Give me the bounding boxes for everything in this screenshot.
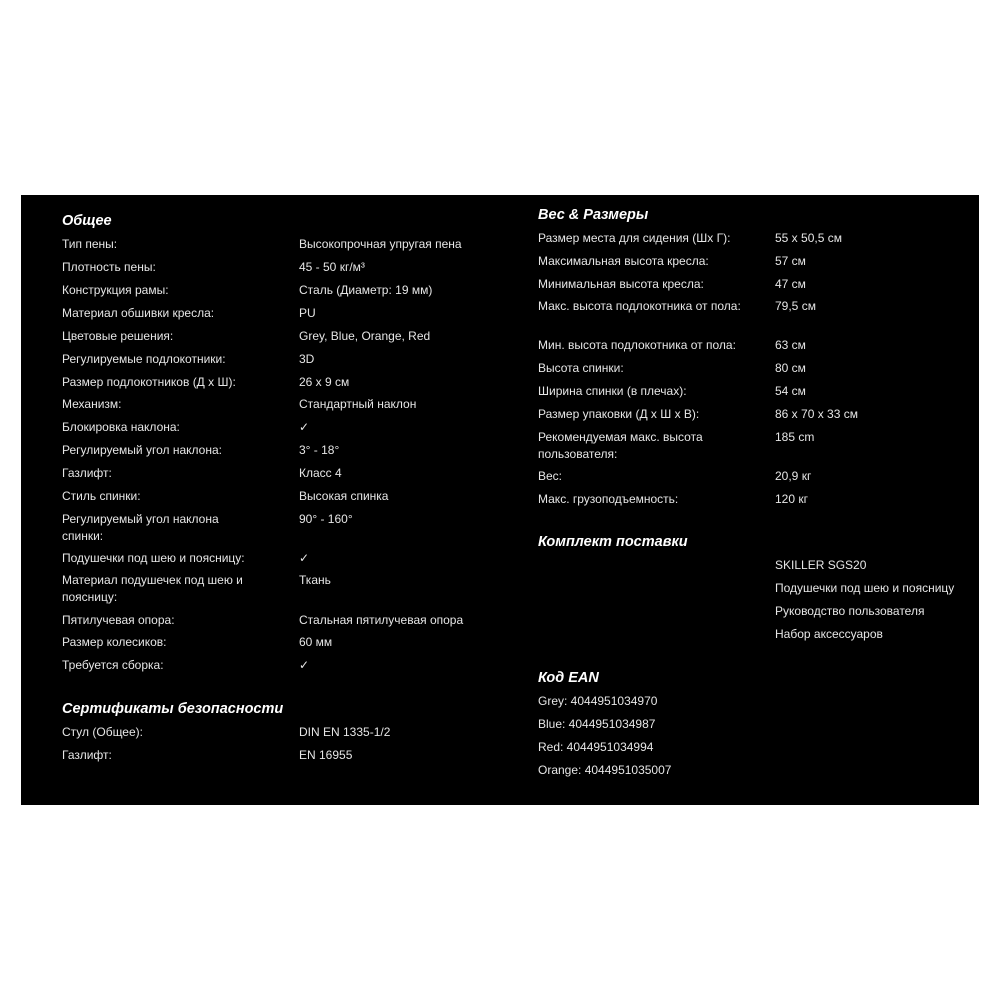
check-mark: ✓ — [299, 658, 310, 672]
spec-label: Размер места для сидения (Шx Г): — [538, 231, 731, 245]
spec-value: 63 см — [775, 338, 806, 352]
spec-label: Рекомендуемая макс. высота пользователя: — [538, 430, 703, 461]
spec-label: Регулируемый угол наклона спинки: — [62, 512, 219, 543]
spec-panel — [21, 195, 979, 805]
package-item: Набор аксессуаров — [775, 627, 883, 641]
spec-value: 26 x 9 см — [299, 375, 350, 389]
spec-label: Размер подлокотников (Д x Ш): — [62, 375, 236, 389]
spec-value: 90° - 160° — [299, 512, 353, 526]
spec-label: Стул (Общее): — [62, 725, 143, 739]
package-item: Руководство пользователя — [775, 604, 925, 618]
spec-label: Конструкция рамы: — [62, 283, 169, 297]
spec-label: Макс. высота подлокотника от пола: — [538, 299, 741, 313]
spec-label: Мин. высота подлокотника от пола: — [538, 338, 736, 352]
spec-label: Тип пены: — [62, 237, 118, 251]
spec-label: Блокировка наклона: — [62, 420, 180, 434]
spec-value: 55 x 50,5 см — [775, 231, 842, 245]
check-mark: ✓ — [299, 420, 310, 434]
spec-value: 47 см — [775, 277, 806, 291]
spec-label: Газлифт: — [62, 748, 112, 762]
spec-label: Материал подушечек под шею и поясницу: — [62, 573, 243, 604]
dimensions-heading: Вес & Размеры — [538, 207, 649, 223]
spec-value: Стандартный наклон — [299, 397, 417, 411]
spec-value: EN 16955 — [299, 748, 353, 762]
spec-value: 45 - 50 кг/м³ — [299, 260, 365, 274]
package-item: Подушечки под шею и поясницу — [775, 581, 955, 595]
spec-value: 3D — [299, 352, 315, 366]
spec-label: Материал обшивки кресла: — [62, 306, 215, 320]
spec-label: Вес: — [538, 469, 563, 483]
spec-value: 60 мм — [299, 635, 333, 649]
spec-label: Минимальная высота кресла: — [538, 277, 704, 291]
spec-label: Максимальная высота кресла: — [538, 254, 709, 268]
spec-label: Механизм: — [62, 397, 122, 411]
spec-label: Размер упаковки (Д x Ш x В): — [538, 407, 700, 421]
spec-value: Сталь (Диаметр: 19 мм) — [299, 283, 433, 297]
ean-code: Blue: 4044951034987 — [538, 717, 656, 731]
spec-label: Регулируемый угол наклона: — [62, 443, 222, 457]
spec-value: 120 кг — [775, 492, 808, 506]
spec-label: Ширина спинки (в плечах): — [538, 384, 687, 398]
spec-value: 20,9 кг — [775, 469, 812, 483]
spec-value: DIN EN 1335-1/2 — [299, 725, 391, 739]
spec-value: 86 x 70 x 33 см — [775, 407, 858, 421]
spec-value: Высокопрочная упругая пена — [299, 237, 462, 251]
spec-value: 79,5 см — [775, 299, 816, 313]
spec-value: 80 см — [775, 361, 806, 375]
certificates-heading: Сертификаты безопасности — [62, 701, 284, 717]
spec-label: Подушечки под шею и поясницу: — [62, 551, 245, 565]
spec-value: Высокая спинка — [299, 489, 389, 503]
spec-label: Макс. грузоподъемность: — [538, 492, 679, 506]
spec-value: 54 см — [775, 384, 806, 398]
check-mark: ✓ — [299, 551, 310, 565]
ean-code: Red: 4044951034994 — [538, 740, 654, 754]
spec-label: Газлифт: — [62, 466, 112, 480]
spec-label: Пятилучевая опора: — [62, 613, 175, 627]
spec-label: Регулируемые подлокотники: — [62, 352, 226, 366]
spec-value: Ткань — [299, 573, 331, 587]
spec-value: 57 см — [775, 254, 806, 268]
general-heading: Общее — [62, 213, 112, 229]
ean-code: Orange: 4044951035007 — [538, 763, 672, 777]
spec-label: Стиль спинки: — [62, 489, 141, 503]
spec-value: 3° - 18° — [299, 443, 340, 457]
ean-code: Grey: 4044951034970 — [538, 694, 658, 708]
spec-label: Высота спинки: — [538, 361, 624, 375]
spec-value: 185 cm — [775, 430, 815, 444]
ean-heading: Код EAN — [538, 670, 599, 686]
package-item: SKILLER SGS20 — [775, 558, 867, 572]
spec-label: Размер колесиков: — [62, 635, 167, 649]
spec-value: Класс 4 — [299, 466, 342, 480]
spec-value: PU — [299, 306, 316, 320]
spec-label: Плотность пены: — [62, 260, 156, 274]
package-heading: Комплект поставки — [538, 534, 688, 550]
spec-value: Grey, Blue, Orange, Red — [299, 329, 431, 343]
spec-label: Требуется сборка: — [62, 658, 164, 672]
spec-label: Цветовые решения: — [62, 329, 174, 343]
spec-value: Стальная пятилучевая опора — [299, 613, 464, 627]
